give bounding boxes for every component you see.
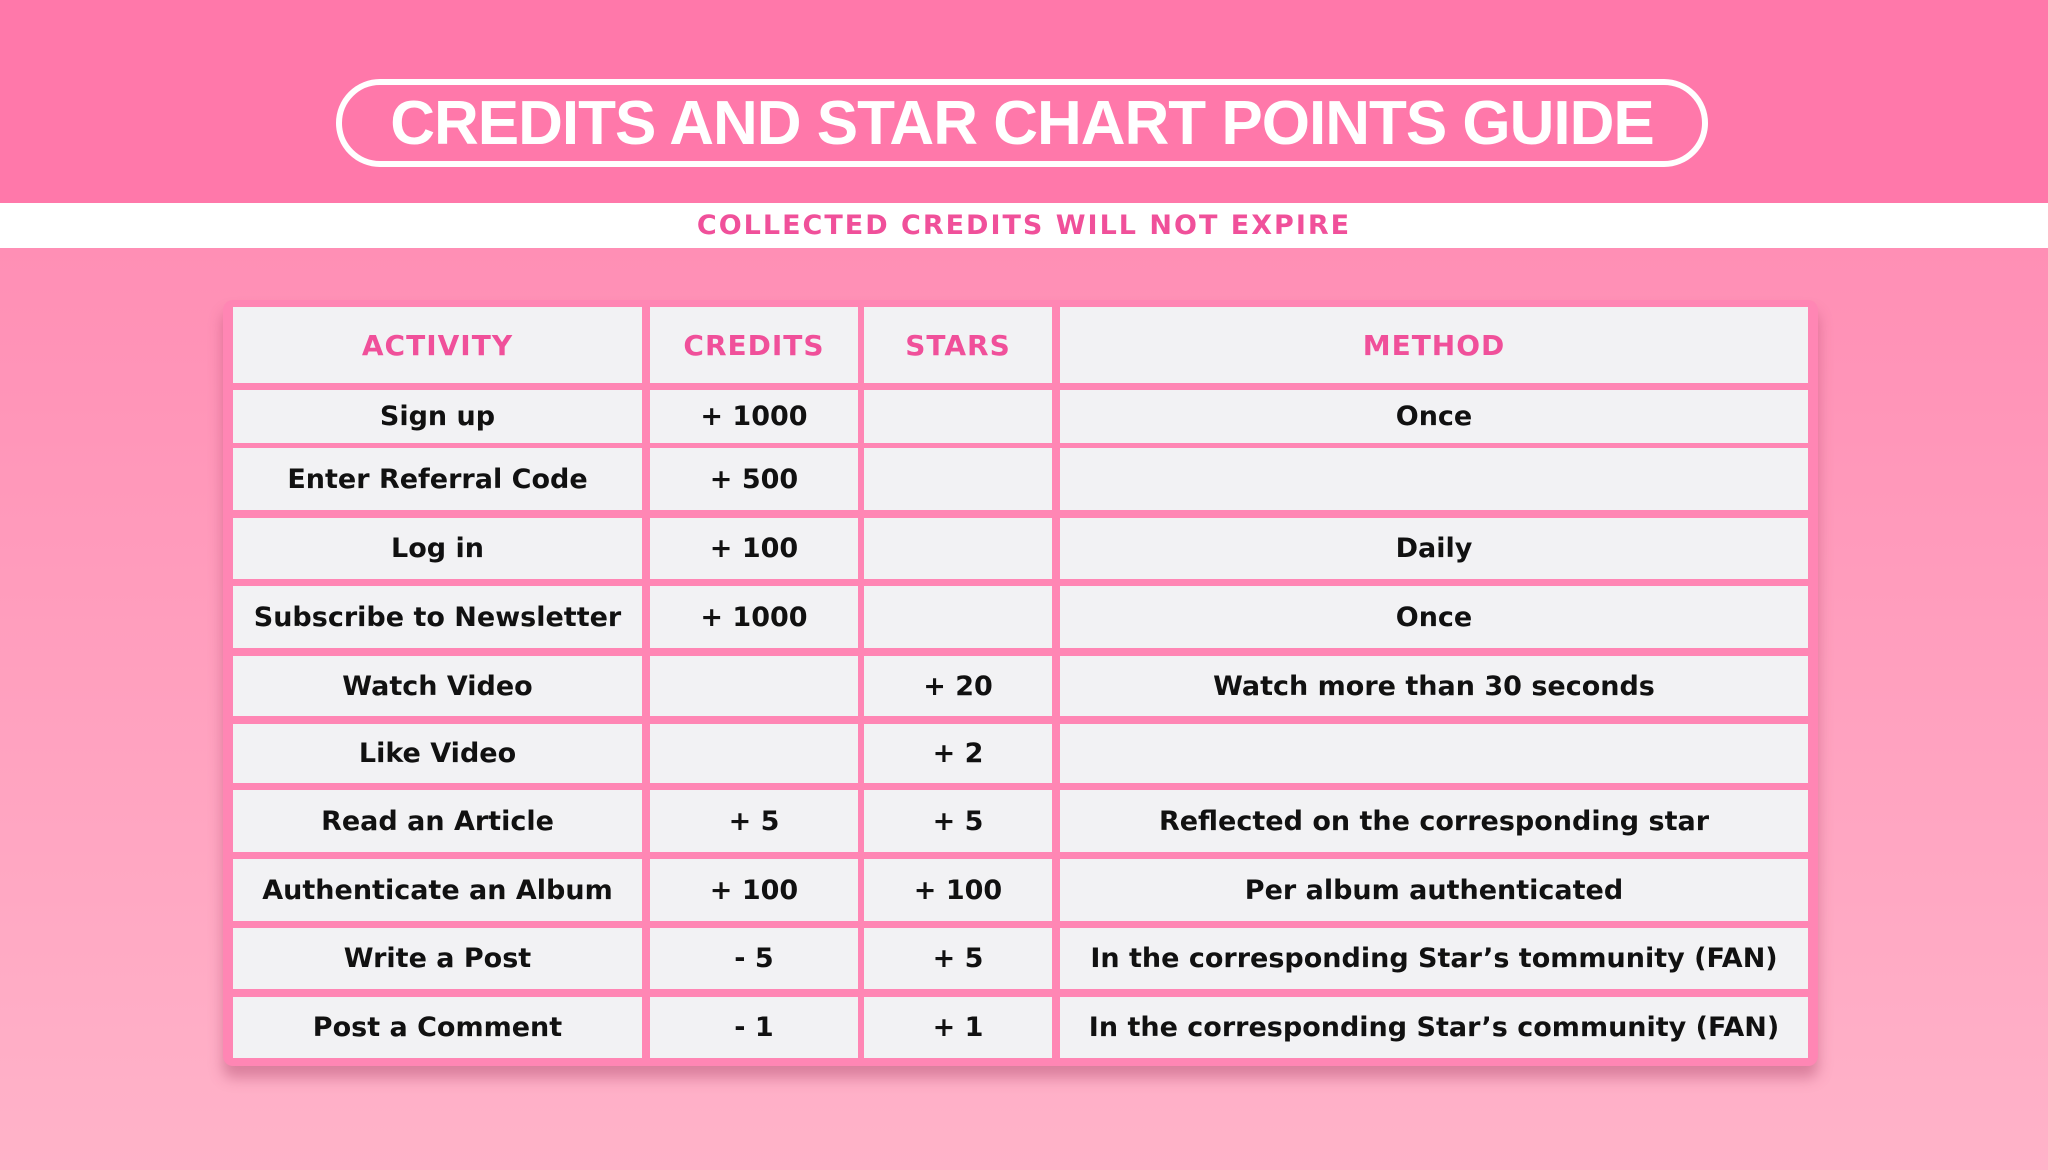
table-cell-credits: [650, 656, 858, 716]
column-header-stars: STARS: [864, 307, 1052, 383]
table-cell-activity: Watch Video: [233, 656, 642, 716]
column-header-activity: ACTIVITY: [233, 307, 642, 383]
table-cell-stars: [864, 586, 1052, 648]
table-cell-activity: Authenticate an Album: [233, 859, 642, 921]
header-band: [0, 0, 2048, 203]
table-cell-activity: Log in: [233, 518, 642, 579]
table-cell-method: In the corresponding Star’s tommunity (FAN): [1060, 928, 1808, 989]
table-cell-method: [1060, 724, 1808, 783]
table-cell-credits: + 5: [650, 790, 858, 852]
table-cell-credits: - 5: [650, 928, 858, 989]
table-cell-credits: - 1: [650, 997, 858, 1058]
page-subtitle: COLLECTED CREDITS WILL NOT EXPIRE: [696, 210, 1352, 241]
table-cell-credits: [650, 724, 858, 783]
table-cell-stars: [864, 390, 1052, 443]
table-cell-stars: [864, 518, 1052, 579]
table-cell-credits: + 1000: [650, 390, 858, 443]
table-cell-stars: + 100: [864, 859, 1052, 921]
table-cell-activity: Sign up: [233, 390, 642, 443]
table-cell-activity: Write a Post: [233, 928, 642, 989]
table-cell-credits: + 500: [650, 448, 858, 510]
page-title: CREDITS AND STAR CHART POINTS GUIDE: [390, 88, 1654, 158]
column-header-method: METHOD: [1060, 307, 1808, 383]
table-cell-method: Reflected on the corresponding star: [1060, 790, 1808, 852]
table-cell-activity: Subscribe to Newsletter: [233, 586, 642, 648]
table-cell-method: Once: [1060, 586, 1808, 648]
column-header-credits: CREDITS: [650, 307, 858, 383]
table-cell-stars: [864, 448, 1052, 510]
points-table: [223, 300, 1818, 1066]
table-cell-method: In the corresponding Star’s community (FAN): [1060, 997, 1808, 1058]
table-cell-method: Daily: [1060, 518, 1808, 579]
table-cell-stars: + 2: [864, 724, 1052, 783]
table-cell-stars: + 5: [864, 928, 1052, 989]
table-cell-activity: Enter Referral Code: [233, 448, 642, 510]
table-cell-credits: + 100: [650, 518, 858, 579]
table-cell-method: Once: [1060, 390, 1808, 443]
table-cell-activity: Read an Article: [233, 790, 642, 852]
table-cell-stars: + 1: [864, 997, 1052, 1058]
table-cell-credits: + 1000: [650, 586, 858, 648]
table-cell-activity: Post a Comment: [233, 997, 642, 1058]
table-cell-credits: + 100: [650, 859, 858, 921]
subtitle-band: [0, 203, 2048, 248]
table-cell-method: Watch more than 30 seconds: [1060, 656, 1808, 716]
table-cell-stars: + 20: [864, 656, 1052, 716]
table-cell-method: Per album authenticated: [1060, 859, 1808, 921]
table-cell-method: [1060, 448, 1808, 510]
table-cell-activity: Like Video: [233, 724, 642, 783]
table-cell-stars: + 5: [864, 790, 1052, 852]
title-pill: [336, 79, 1708, 167]
